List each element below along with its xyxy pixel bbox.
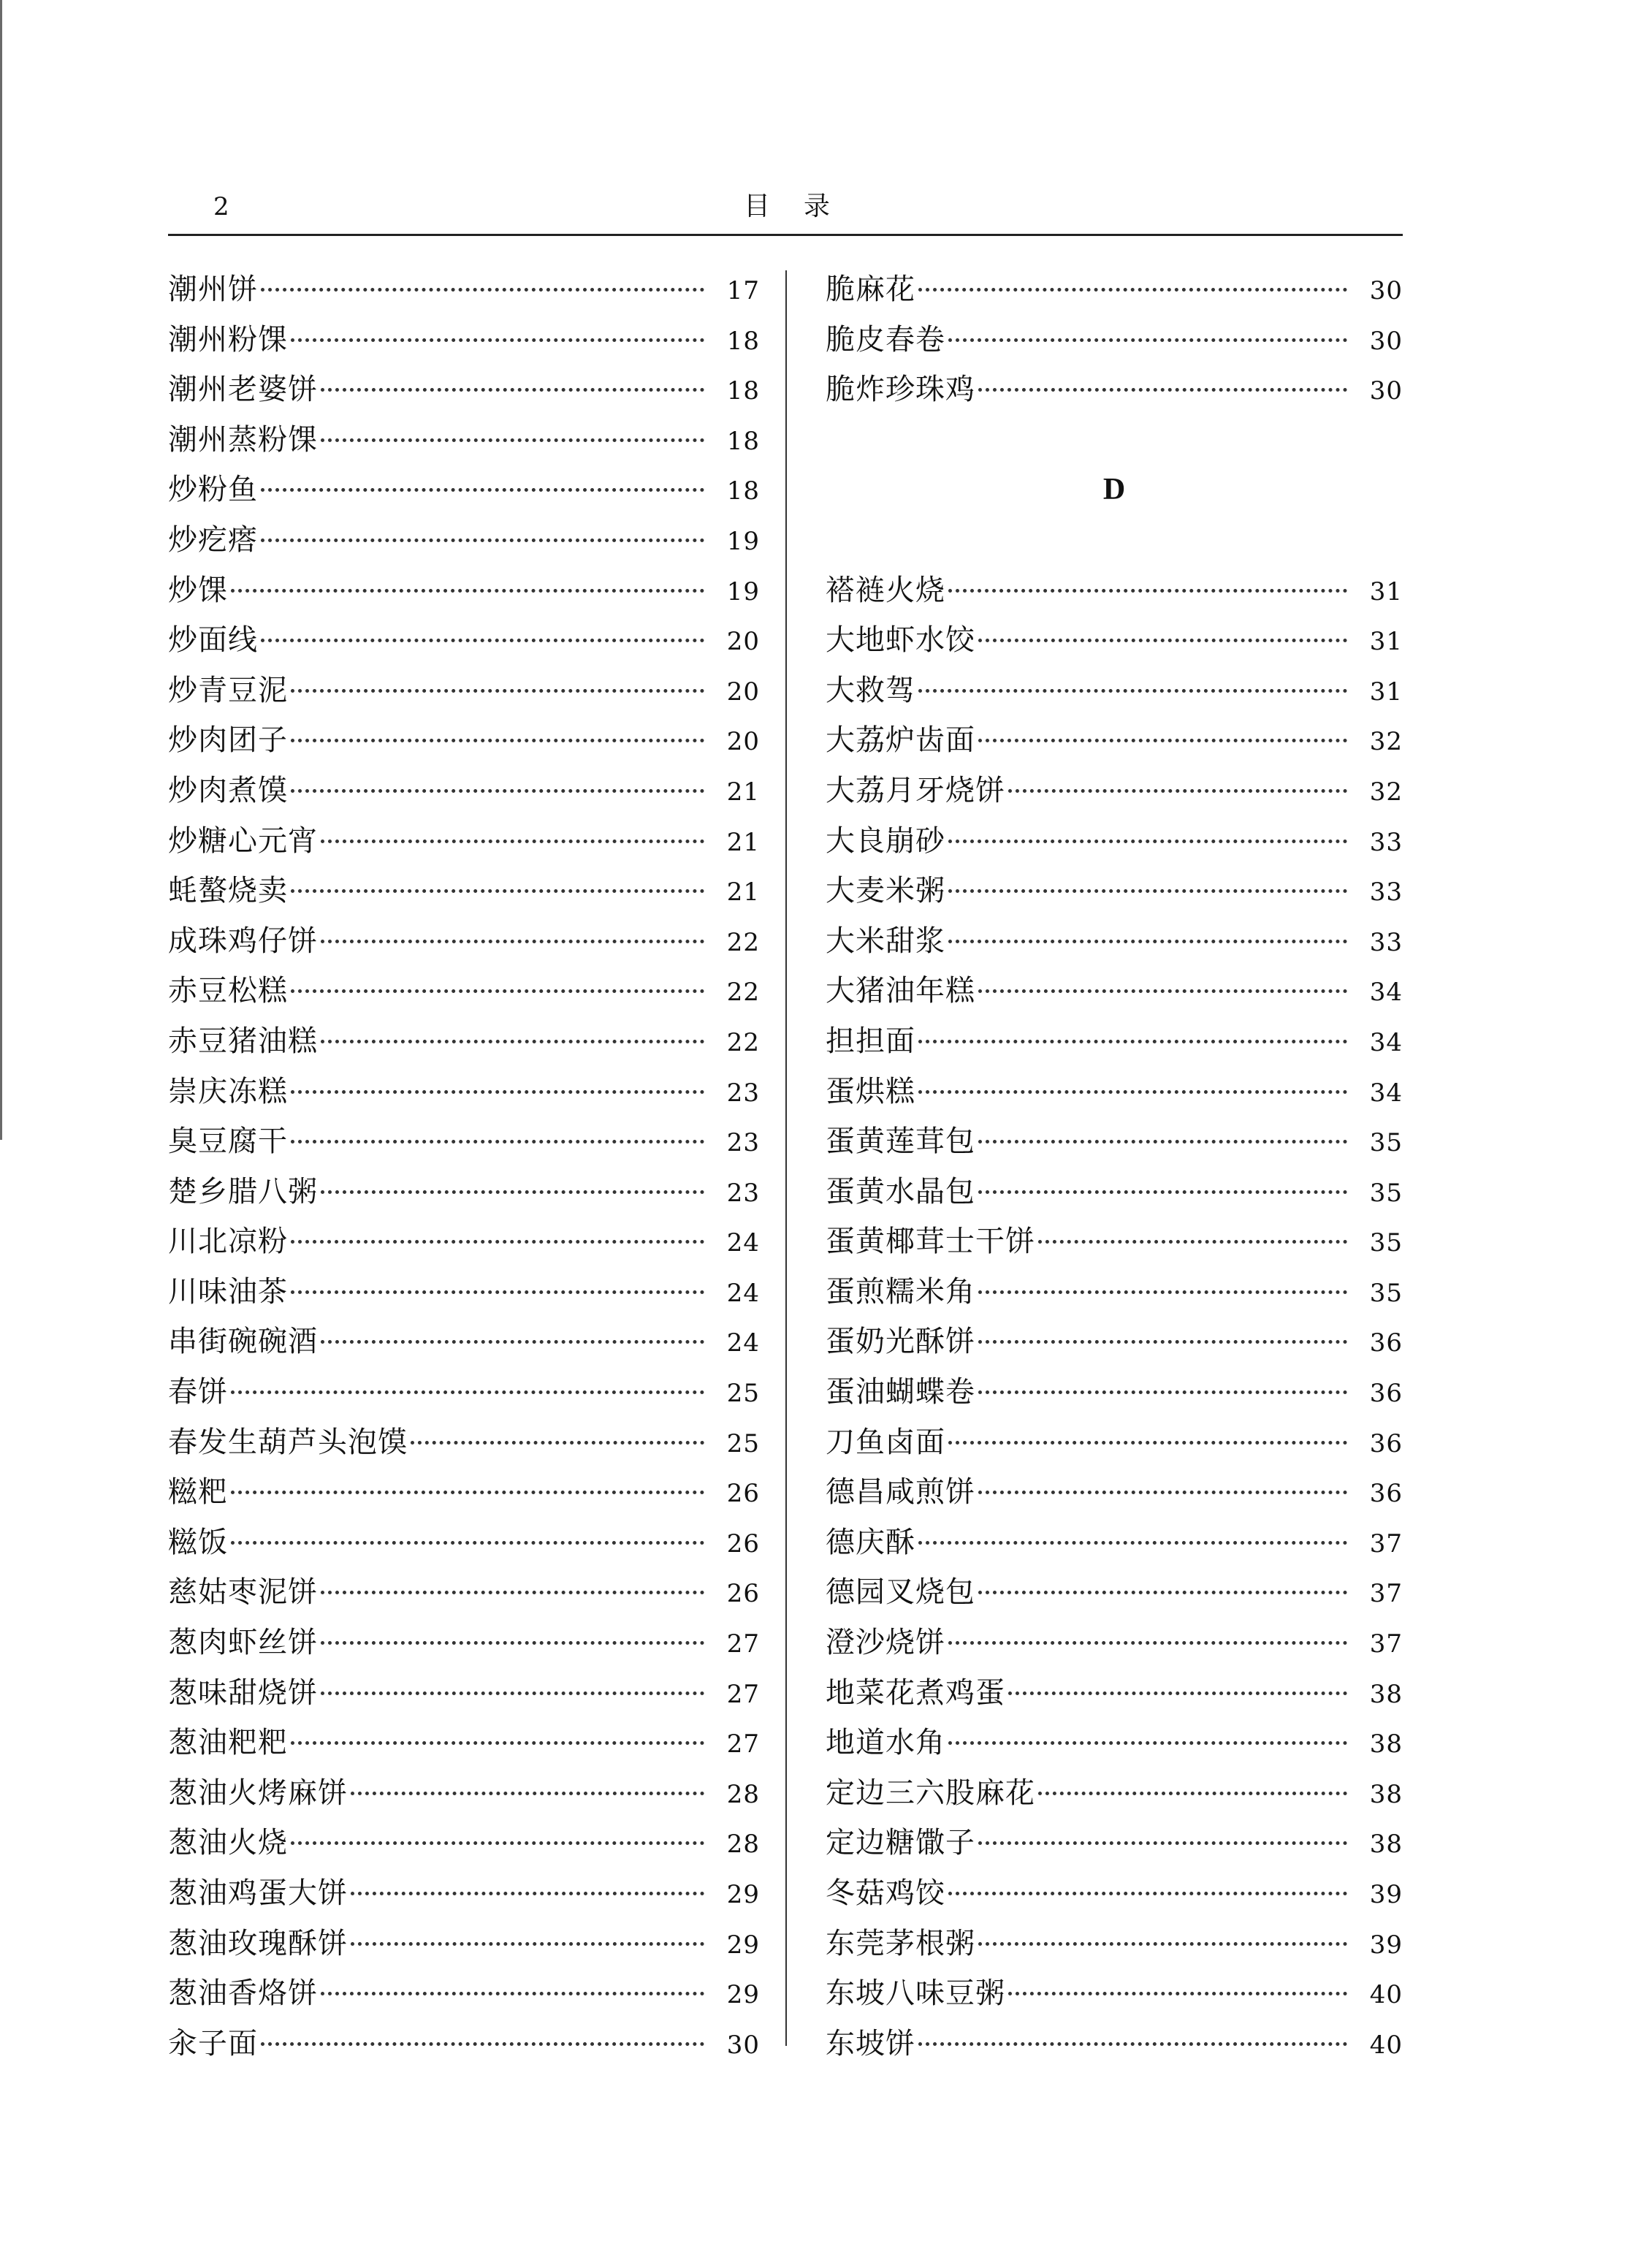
toc-entry-page: 35 [1369,1178,1403,1208]
toc-entry-title: 大荔月牙烧饼 [826,773,1005,807]
toc-entry-title: 蛋煎糯米角 [826,1274,975,1309]
toc-entry-page: 26 [726,1579,760,1609]
toc-leader-dots [918,2013,1347,2046]
toc-entry [826,766,1403,816]
running-title-char: 录 [804,191,831,221]
toc-leader-dots [948,1412,1347,1445]
toc-leader-dots [1038,1762,1347,1795]
toc-entry-page: 39 [1369,1930,1403,1960]
toc-leader-dots [231,1461,704,1494]
toc-entry-title: 潮州饼 [168,273,258,306]
toc-leader-dots [978,1161,1347,1194]
toc-entry [168,1267,760,1317]
toc-leader-dots [231,1361,704,1394]
toc-entry-title: 脆皮春卷 [826,322,945,357]
toc-entry-page: 31 [1369,627,1403,657]
toc-leader-dots [291,660,704,693]
toc-entry [826,1567,1403,1618]
toc-entry [168,1367,760,1418]
toc-entry-title: 糍饭 [168,1525,228,1559]
toc-leader-dots [948,1862,1347,1895]
toc-entry-title: 春饼 [168,1375,228,1409]
toc-entry-page: 27 [726,1679,760,1709]
toc-leader-dots [231,560,704,593]
toc-entry-title: 德昌咸煎饼 [826,1475,975,1510]
toc-entry-page: 27 [726,1729,760,1759]
toc-entry-title: 德园叉烧包 [826,1575,975,1610]
toc-entry-page: 37 [1369,1529,1403,1559]
toc-leader-dots [261,609,704,642]
toc-entry-page: 34 [1369,1027,1403,1057]
toc-entry-page: 19 [726,576,760,606]
toc-leader-dots [321,1963,704,1995]
toc-entry-page: 31 [1369,677,1403,707]
toc-entry-title: 蚝螯烧卖 [168,874,288,908]
toc-entry [168,966,760,1016]
toc-entry-title: 大地虾水饺 [826,623,975,658]
toc-entry-page: 18 [726,476,760,506]
toc-entry [168,265,760,315]
page-number: 2 [213,192,229,221]
running-title [744,189,864,225]
toc-entry-title: 大猪油年糕 [826,974,975,1008]
toc-entry [168,566,760,616]
toc-entry [826,1267,1403,1317]
toc-right-column [826,265,1403,2069]
toc-leader-dots [321,359,704,392]
toc-entry-page: 29 [726,1980,760,2010]
toc-entry [168,1668,760,1719]
toc-entry [168,1768,760,1819]
toc-leader-dots [321,1561,704,1594]
toc-entry-page: 34 [1369,978,1403,1008]
running-title-char: 目 [744,191,771,221]
toc-entry [168,715,760,766]
toc-leader-dots [321,1011,704,1043]
toc-entry [826,1668,1403,1719]
toc-leader-dots [948,860,1347,893]
toc-entry-page: 30 [726,2030,760,2060]
toc-entry-page: 30 [1369,326,1403,356]
toc-entry-page: 22 [726,927,760,957]
toc-leader-dots [1008,1662,1347,1695]
toc-leader-dots [291,1211,704,1244]
toc-entry [826,1968,1403,2019]
toc-entry-page: 18 [726,426,760,456]
toc-entry-title: 蛋烘糕 [826,1074,915,1108]
toc-leader-dots [351,1913,704,1946]
toc-entry-title: 大救驾 [826,673,915,707]
toc-entry [168,666,760,716]
toc-entry-page: 39 [1369,1880,1403,1909]
toc-entry-page: 21 [726,777,760,807]
toc-entry [168,1217,760,1267]
toc-leader-dots [948,560,1347,593]
toc-entry-page: 38 [1369,1830,1403,1860]
toc-entry-title: 炒肉煮馍 [168,773,288,807]
toc-entry [826,916,1403,967]
toc-leader-dots [948,910,1347,943]
toc-leader-dots [261,509,704,542]
toc-entry-title: 冬菇鸡饺 [826,1876,945,1910]
toc-entry-title: 崇庆冻糕 [168,1074,288,1108]
toc-entry-title: 东坡饼 [826,2026,915,2060]
toc-entry-page: 33 [1369,827,1403,857]
toc-entry [826,1367,1403,1418]
toc-entry [826,315,1403,365]
toc-entry-title: 炒面线 [168,623,258,658]
toc-entry [168,1167,760,1217]
toc-entry-page: 32 [1369,727,1403,757]
toc-entry [168,1518,760,1568]
toc-entry [168,816,760,867]
toc-entry [826,1217,1403,1267]
toc-leader-dots [948,1712,1347,1745]
toc-leader-dots [291,1111,704,1143]
toc-entry-title: 蛋油蝴蝶卷 [826,1375,975,1409]
toc-entry [168,916,760,967]
toc-right-top-list [826,265,1403,415]
toc-entry-title: 慈姑枣泥饼 [168,1575,318,1610]
toc-leader-dots [918,1011,1347,1043]
toc-entry-page: 23 [726,1128,760,1158]
toc-entry-title: 定边糖馓子 [826,1826,975,1860]
toc-entry-title: 汆子面 [168,2026,258,2060]
toc-entry-page: 27 [726,1629,760,1659]
toc-entry-page: 21 [726,878,760,907]
toc-entry [168,1567,760,1618]
toc-leader-dots [291,960,704,993]
toc-entry-page: 37 [1369,1629,1403,1659]
toc-entry [826,1116,1403,1167]
section-letter-d: D [1102,473,1126,507]
toc-entry-title: 炒馃 [168,573,228,607]
toc-entry-page: 22 [726,1027,760,1057]
toc-entry-title: 炒疙瘩 [168,522,258,557]
toc-entry [826,1718,1403,1768]
toc-entry-page: 23 [726,1178,760,1208]
toc-entry-title: 炒肉团子 [168,723,288,758]
toc-entry-page: 33 [1369,927,1403,957]
page-header [168,183,1403,241]
toc-entry-page: 26 [726,1529,760,1559]
toc-entry-page: 23 [726,1078,760,1108]
toc-leader-dots [291,1261,704,1294]
toc-entry-title: 葱油粑粑 [168,1726,288,1760]
toc-entry-title: 葱油火烧 [168,1826,288,1860]
toc-entry [826,1167,1403,1217]
toc-leader-dots [231,1512,704,1545]
toc-leader-dots [918,259,1347,292]
toc-entry-title: 潮州蒸粉馃 [168,422,318,457]
toc-leader-dots [321,910,704,943]
toc-entry-title: 东坡八味豆粥 [826,1976,1005,2011]
toc-entry [826,1868,1403,1919]
toc-leader-dots [321,810,704,843]
toc-leader-dots [948,1612,1347,1645]
toc-entry-title: 川味油茶 [168,1274,288,1309]
toc-entry-title: 串街碗碗酒 [168,1325,318,1359]
toc-leader-dots [321,409,704,442]
toc-entry-page: 37 [1369,1579,1403,1609]
toc-entry-page: 24 [726,1328,760,1358]
toc-leader-dots [918,1512,1347,1545]
toc-entry [826,966,1403,1016]
toc-leader-dots [978,1812,1347,1845]
toc-leader-dots [291,709,704,742]
toc-leader-dots [411,1412,704,1445]
toc-entry [826,816,1403,867]
toc-leader-dots [291,1812,704,1845]
toc-entry-title: 赤豆松糕 [168,974,288,1008]
toc-entry-page: 38 [1369,1679,1403,1709]
toc-entry-title: 褡裢火烧 [826,573,945,607]
toc-entry [168,1618,760,1668]
toc-entry-title: 脆炸珍珠鸡 [826,373,975,407]
toc-right-d-list [826,566,1403,2069]
toc-entry-page: 28 [726,1830,760,1860]
toc-entry-page: 32 [1369,777,1403,807]
toc-entry-title: 东莞茅根粥 [826,1926,975,1960]
toc-entry-page: 25 [726,1379,760,1409]
toc-entry [826,666,1403,716]
toc-leader-dots [1008,1963,1347,1995]
toc-entry-page: 36 [1369,1328,1403,1358]
toc-entry [168,515,760,566]
toc-entry [826,1418,1403,1468]
toc-entry [826,1768,1403,1819]
toc-entry [826,1618,1403,1668]
toc-entry-page: 30 [1369,376,1403,406]
toc-leader-dots [261,459,704,492]
scan-edge-shadow [0,0,2,1140]
toc-entry-page: 18 [726,326,760,356]
toc-entry-title: 葱味甜烧饼 [168,1675,318,1710]
toc-entry-title: 葱油鸡蛋大饼 [168,1876,348,1910]
toc-entry-title: 赤豆猪油糕 [168,1024,318,1058]
toc-entry [826,615,1403,666]
toc-entry [168,1467,760,1518]
toc-entry-page: 24 [726,1278,760,1308]
toc-entry-title: 脆麻花 [826,273,915,306]
toc-entry-title: 葱肉虾丝饼 [168,1626,318,1660]
toc-entry-title: 定边三六股麻花 [826,1776,1035,1810]
toc-entry-page: 22 [726,978,760,1008]
toc-entry-title: 潮州老婆饼 [168,373,318,407]
toc-leader-dots [978,1461,1347,1494]
toc-entry-page: 21 [726,827,760,857]
toc-entry-title: 炒糖心元宵 [168,823,318,858]
toc-entry-title: 澄沙烧饼 [826,1626,945,1660]
toc-entry [826,566,1403,616]
toc-leader-dots [978,1261,1347,1294]
toc-entry-page: 18 [726,376,760,406]
toc-entry-page: 31 [1369,576,1403,606]
toc-entry-title: 潮州粉馃 [168,322,288,357]
toc-entry [826,1919,1403,1969]
toc-entry [826,1067,1403,1117]
toc-entry-title: 春发生葫芦头泡馍 [168,1425,408,1459]
toc-entry-page: 30 [1369,276,1403,305]
toc-entry-page: 24 [726,1228,760,1258]
toc-entry-title: 葱油火烤麻饼 [168,1776,348,1810]
toc-entry [168,2019,760,2069]
toc-entry [826,365,1403,415]
toc-entry-title: 担担面 [826,1024,915,1058]
toc-entry [168,766,760,816]
toc-entry-title: 大麦米粥 [826,874,945,908]
toc-left-column [168,265,760,2069]
toc-entry-page: 38 [1369,1779,1403,1809]
toc-entry-title: 炒青豆泥 [168,673,288,707]
toc-leader-dots [261,2013,704,2046]
toc-entry [168,365,760,415]
toc-entry-page: 17 [726,276,760,305]
toc-entry-page: 36 [1369,1428,1403,1458]
toc-leader-dots [261,259,704,292]
column-divider [785,270,787,2046]
toc-leader-dots [291,309,704,342]
toc-entry-page: 34 [1369,1078,1403,1108]
toc-leader-dots [978,609,1347,642]
toc-leader-dots [291,1712,704,1745]
toc-entry [168,1968,760,2019]
toc-entry [168,1016,760,1067]
toc-entry-page: 29 [726,1930,760,1960]
toc-entry-page: 25 [726,1428,760,1458]
toc-leader-dots [948,810,1347,843]
toc-leader-dots [978,359,1347,392]
toc-entry-title: 地道水角 [826,1726,945,1760]
toc-entry [826,1016,1403,1067]
toc-entry [168,1919,760,1969]
toc-entry-page: 35 [1369,1128,1403,1158]
toc-leader-dots [918,1061,1347,1094]
toc-entry-page: 40 [1369,2030,1403,2060]
toc-leader-dots [978,960,1347,993]
toc-entry-page: 19 [726,526,760,556]
toc-entry-page: 33 [1369,878,1403,907]
toc-entry-title: 川北凉粉 [168,1225,288,1259]
toc-entry-title: 臭豆腐干 [168,1125,288,1159]
toc-leader-dots [978,1111,1347,1143]
toc-entry-title: 德庆酥 [826,1525,915,1559]
toc-entry [826,2019,1403,2069]
toc-entry [168,866,760,916]
toc-entry-page: 36 [1369,1379,1403,1409]
toc-leader-dots [978,709,1347,742]
toc-entry-page: 35 [1369,1228,1403,1258]
toc-entry [168,1116,760,1167]
section-gap [826,415,1403,465]
toc-leader-dots [978,1311,1347,1344]
toc-entry [168,415,760,465]
toc-entry [826,1317,1403,1367]
toc-entry-page: 29 [726,1880,760,1909]
toc-entry-page: 20 [726,727,760,757]
toc-leader-dots [351,1862,704,1895]
toc-leader-dots [321,1662,704,1695]
toc-entry-page: 40 [1369,1980,1403,2010]
toc-entry-page: 28 [726,1779,760,1809]
toc-entry-title: 葱油香烙饼 [168,1976,318,2011]
toc-leader-dots [948,309,1347,342]
toc-entry [168,1718,760,1768]
toc-entry-title: 葱油玫瑰酥饼 [168,1926,348,1960]
toc-entry [826,1518,1403,1568]
toc-entry-title: 大荔炉齿面 [826,723,975,758]
toc-leader-dots [978,1561,1347,1594]
toc-entry-title: 糍粑 [168,1475,228,1510]
toc-entry-page: 36 [1369,1479,1403,1509]
toc-entry [168,1818,760,1868]
toc-leader-dots [1008,760,1347,793]
toc-leader-dots [978,1913,1347,1946]
toc-entry [168,1067,760,1117]
toc-entry-title: 大米甜浆 [826,924,945,958]
toc-entry-page: 38 [1369,1729,1403,1759]
toc-leader-dots [291,760,704,793]
toc-entry-title: 炒粉鱼 [168,473,258,507]
toc-entry [168,1868,760,1919]
toc-entry [168,465,760,515]
toc-entry-page: 20 [726,677,760,707]
toc-entry [826,265,1403,315]
toc-entry [168,615,760,666]
toc-leader-dots [291,1061,704,1094]
toc-entry-title: 刀鱼卤面 [826,1425,945,1459]
toc-entry-page: 35 [1369,1278,1403,1308]
toc-entry [826,715,1403,766]
section-gap [826,515,1403,566]
toc-leader-dots [321,1161,704,1194]
toc-entry [826,866,1403,916]
toc-entry [826,1818,1403,1868]
toc-leader-dots [351,1762,704,1795]
toc-entry [168,1317,760,1367]
toc-leader-dots [321,1612,704,1645]
toc-entry-title: 大良崩砂 [826,823,945,858]
toc-leader-dots [978,1361,1347,1394]
toc-entry-title: 蛋黄椰茸士干饼 [826,1225,1035,1259]
header-rule [168,234,1403,236]
toc-entry-title: 地菜花煮鸡蛋 [826,1675,1005,1710]
toc-entry-title: 蛋黄水晶包 [826,1174,975,1209]
toc-leader-dots [291,860,704,893]
toc-entry [826,1467,1403,1518]
toc-entry [168,1418,760,1468]
toc-leader-dots [321,1311,704,1344]
toc-entry-title: 楚乡腊八粥 [168,1174,318,1209]
toc-entry [168,315,760,365]
toc-entry-title: 蛋黄莲茸包 [826,1125,975,1159]
toc-entry-title: 蛋奶光酥饼 [826,1325,975,1359]
toc-entry-title: 成珠鸡仔饼 [168,924,318,958]
toc-entry-page: 20 [726,627,760,657]
toc-entry-page: 26 [726,1479,760,1509]
toc-leader-dots [918,660,1347,693]
toc-leader-dots [1038,1211,1347,1244]
